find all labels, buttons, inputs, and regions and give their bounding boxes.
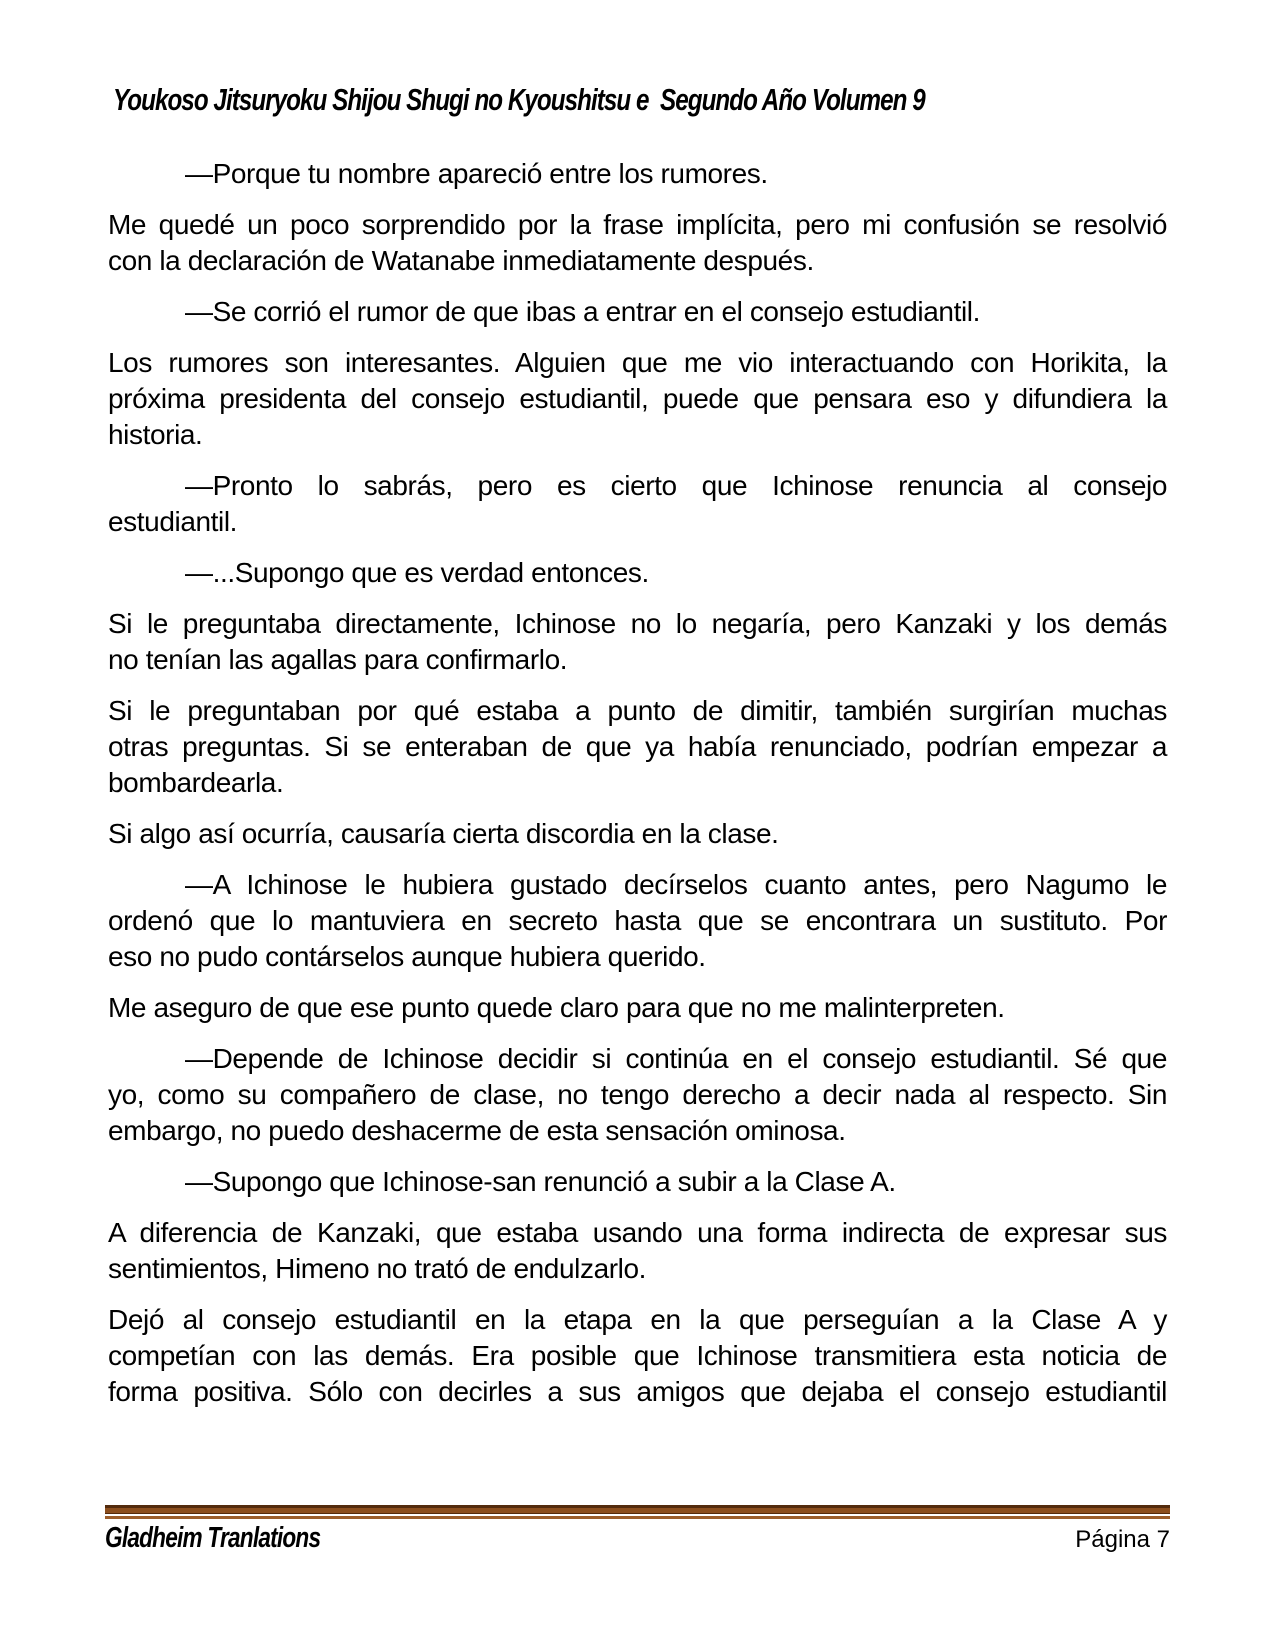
paragraph (108, 693, 1167, 801)
footer-brand: Gladheim Tranlations (105, 1522, 321, 1554)
text-line: Si le preguntaba directamente, Ichinose no lo negaría, pero Kanzaki y los demás (108, 608, 1167, 639)
paragraph (108, 345, 1167, 453)
text-line: —Supongo que Ichinose-san renunció a subir a la Clase A. (185, 1166, 896, 1197)
text-line: otras preguntas. Si se enteraban de que ya había renunciado, podrían empezar a (108, 731, 1167, 762)
text-line: —...Supongo que es verdad entonces. (185, 557, 649, 588)
footer-rule (105, 1505, 1170, 1519)
text-line: Los rumores son interesantes. Alguien que me vio interactuando con Horikita, la (108, 347, 1167, 378)
paragraph (108, 1041, 1167, 1149)
page-footer (105, 1522, 1170, 1555)
header-title: Youkoso Jitsuryoku Shijou Shugi no Kyoushitsu e Segundo Año Volumen 9 (112, 82, 925, 117)
text-line: —Se corrió el rumor de que ibas a entrar en el consejo estudiantil. (185, 296, 980, 327)
text-line: yo, como su compañero de clase, no tengo derecho a decir nada al respecto. Sin (108, 1079, 1167, 1110)
text-line: A diferencia de Kanzaki, que estaba usando una forma indirecta de expresar sus (108, 1217, 1167, 1248)
text-line: historia. (108, 419, 203, 450)
text-line: ordenó que lo mantuviera en secreto hasta que se encontrara un sustituto. Por (108, 905, 1167, 936)
text-line: embargo, no puedo deshacerme de esta sensación ominosa. (108, 1115, 846, 1146)
paragraph (108, 207, 1167, 279)
page-number: Página 7 (1075, 1526, 1170, 1553)
paragraph (108, 606, 1167, 678)
text-line: —Pronto lo sabrás, pero es cierto que Ichinose renuncia al consejo (185, 470, 1167, 501)
text-line: —Porque tu nombre apareció entre los rumores. (185, 158, 768, 189)
text-line: Me quedé un poco sorprendido por la frase implícita, pero mi confusión se resolvió (108, 209, 1167, 240)
paragraph (108, 816, 1167, 852)
page-header (95, 64, 1153, 136)
paragraph (108, 1302, 1167, 1410)
text-line: con la declaración de Watanabe inmediatamente después. (108, 245, 814, 276)
paragraph (108, 156, 1167, 192)
footer-rule-thick (105, 1505, 1170, 1514)
text-line: eso no pudo contárselos aunque hubiera querido. (108, 941, 706, 972)
text-line: no tenían las agallas para confirmarlo. (108, 644, 568, 675)
text-line: sentimientos, Himeno no trató de endulzarlo. (108, 1253, 647, 1284)
paragraph (108, 990, 1167, 1026)
text-line: bombardearla. (108, 767, 284, 798)
footer-rule-thin (105, 1516, 1170, 1519)
text-line: Si le preguntaban por qué estaba a punto de dimitir, también surgirían muchas (108, 695, 1167, 726)
text-line: —A Ichinose le hubiera gustado decírselos cuanto antes, pero Nagumo le (185, 869, 1167, 900)
text-line: forma positiva. Sólo con decirles a sus amigos que dejaba el consejo estudiantil (108, 1376, 1167, 1407)
text-line: Dejó al consejo estudiantil en la etapa en la que perseguían a la Clase A y (108, 1304, 1167, 1335)
document-body (108, 156, 1167, 1425)
paragraph (108, 555, 1167, 591)
text-line: Me aseguro de que ese punto quede claro para que no me malinterpreten. (108, 992, 1005, 1023)
text-line: Si algo así ocurría, causaría cierta discordia en la clase. (108, 818, 779, 849)
text-line: competían con las demás. Era posible que Ichinose transmitiera esta noticia de (108, 1340, 1167, 1371)
text-line: próxima presidenta del consejo estudiantil, puede que pensara eso y difundiera la (108, 383, 1167, 414)
paragraph (108, 294, 1167, 330)
paragraph (108, 1164, 1167, 1200)
text-line: —Depende de Ichinose decidir si continúa en el consejo estudiantil. Sé que (185, 1043, 1167, 1074)
paragraph (108, 867, 1167, 975)
paragraph (108, 468, 1167, 540)
paragraph (108, 1215, 1167, 1287)
text-line: estudiantil. (108, 506, 238, 537)
